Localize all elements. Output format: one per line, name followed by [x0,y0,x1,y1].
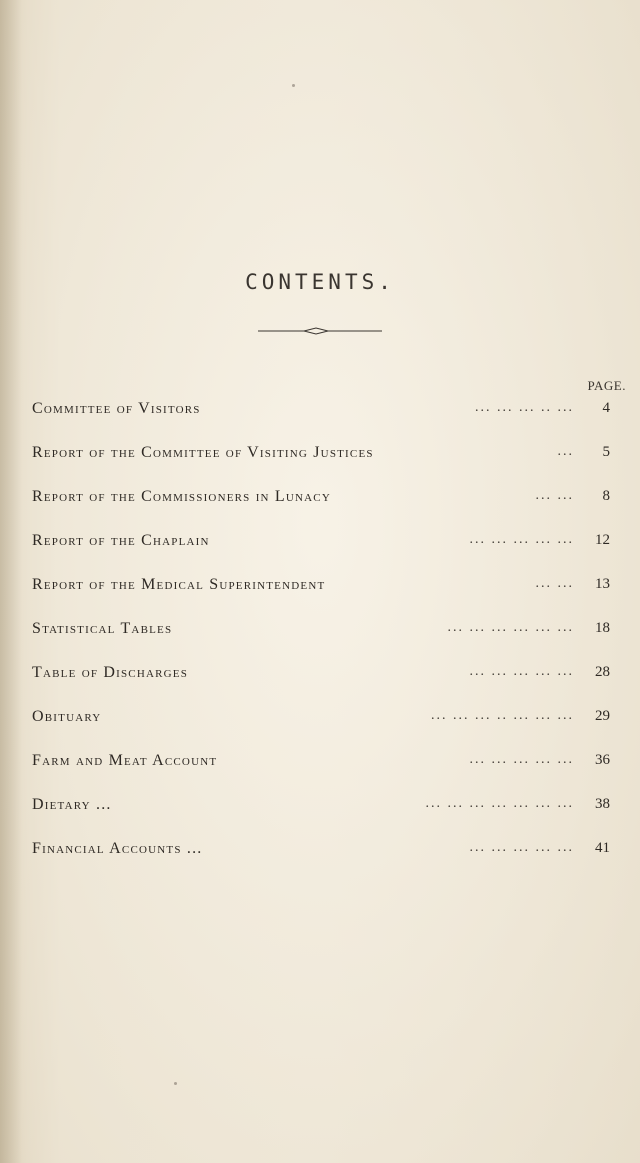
toc-entry-page: 38 [595,796,610,812]
toc-entry-title: Obituary [32,708,102,725]
toc-entry-title: Committee of Visitors [32,400,201,417]
toc-entry [32,840,610,884]
toc-entry-page: 12 [595,532,610,548]
toc-entry-leader: ... ... ... .. ... [475,400,574,415]
toc-entry-title: Report of the Chaplain [32,532,210,549]
toc-entry-title: Statistical Tables [32,620,173,637]
toc-entry-page: 18 [595,620,610,636]
toc-entry [32,664,610,708]
toc-entry [32,488,610,532]
toc-entry-leader: ... ... ... ... ... [469,532,574,547]
paper-speck [174,1082,177,1085]
toc-entry-leader: ... ... ... ... ... [469,664,574,679]
page-column-label: PAGE. [587,378,626,393]
toc-entry-leader: ... ... ... ... ... ... [447,620,574,635]
ornament-divider [258,326,382,336]
toc-entry-leader: ... ... [535,576,574,591]
table-of-contents [32,400,610,884]
toc-entry [32,752,610,796]
toc-entry-title: Report of the Commissioners in Lunacy [32,488,331,505]
toc-entry-page: 41 [595,840,610,856]
toc-entry [32,444,610,488]
toc-entry-page: 36 [595,752,610,768]
toc-entry-leader: ... ... ... ... ... ... ... [425,796,574,811]
toc-entry-page: 8 [602,488,610,504]
paper-speck [292,84,295,87]
toc-entry [32,796,610,840]
toc-entry-page: 28 [595,664,610,680]
toc-entry-leader: ... [557,444,574,459]
toc-entry [32,620,610,664]
toc-entry-page: 29 [595,708,610,724]
toc-entry-title: Report of the Committee of Visiting Justices [32,444,374,461]
toc-entry [32,400,610,444]
toc-entry-page: 13 [595,576,610,592]
toc-entry-title: Report of the Medical Superintendent [32,576,326,593]
toc-entry-page: 4 [602,400,610,416]
toc-entry-title: Table of Discharges [32,664,189,681]
toc-entry-title: Dietary ... [32,796,112,813]
toc-entry-leader: ... ... [535,488,574,503]
toc-entry-leader: ... ... ... .. ... ... ... [431,708,574,723]
contents-heading: CONTENTS. [245,270,395,294]
toc-entry-page: 5 [602,444,610,460]
toc-entry [32,708,610,752]
toc-entry [32,576,610,620]
toc-entry [32,532,610,576]
toc-entry-leader: ... ... ... ... ... [469,752,574,767]
toc-entry-title: Farm and Meat Account [32,752,218,769]
toc-entry-title: Financial Accounts ... [32,840,203,857]
gutter-shadow [0,0,22,1163]
toc-entry-leader: ... ... ... ... ... [469,840,574,855]
